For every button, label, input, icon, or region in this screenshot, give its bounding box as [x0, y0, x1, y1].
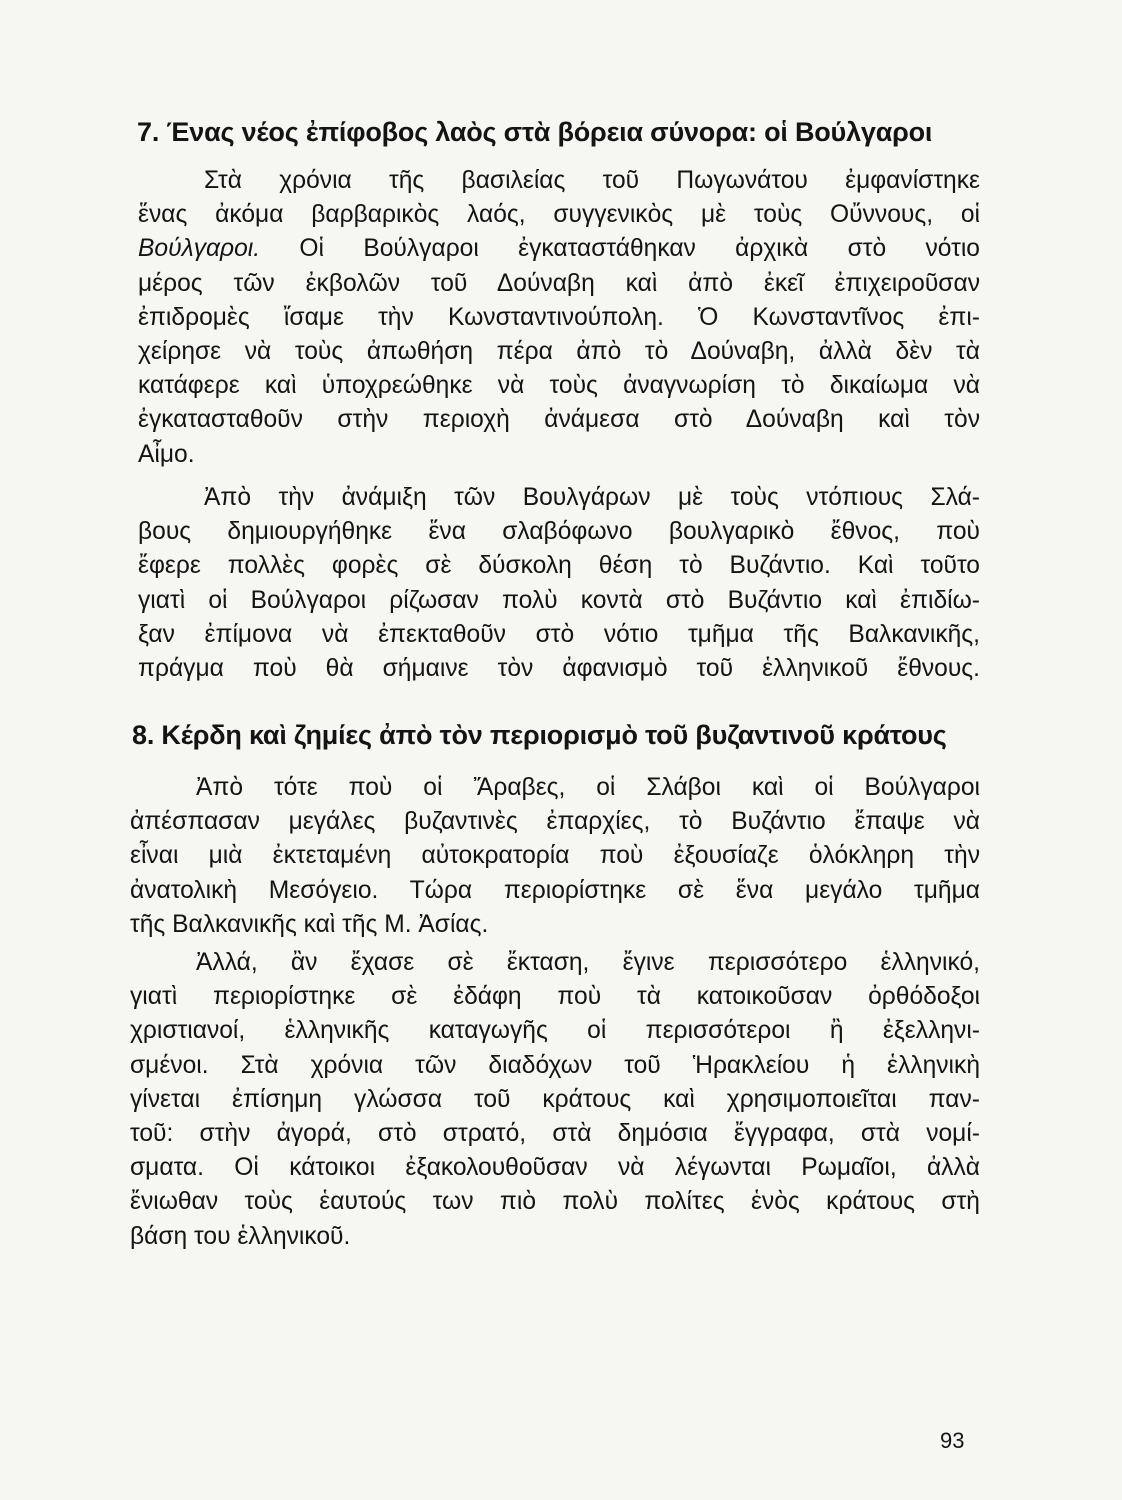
section-7-paragraph-1 — [138, 164, 980, 472]
text-line: Ἀπὸ τὴν ἀνάμιξη τῶν Βουλγάρων μὲ τοὺς ντόπιους Σλά- — [204, 484, 980, 511]
section-7-heading: 7. Ένας νέος ἐπίφοβος λαὸς στὰ βόρεια σύνορα: οἱ Βούλγαροι — [137, 117, 933, 147]
text-line: χείρησε νὰ τοὺς ἀπωθήση πέρα ἀπὸ τὸ Δούναβη, ἀλλὰ δὲν τὰ — [138, 338, 980, 366]
page-number: 93 — [940, 1428, 965, 1453]
text-line: ἕνας ἀκόμα βαρβαρικὸς λαός, συγγενικὸς μὲ τοὺς Οὔννους, οἱ — [138, 201, 980, 229]
text-line: κατάφερε καὶ ὑποχρεώθηκε νὰ τοὺς ἀναγνωρίση τὸ δικαίωμα νὰ — [138, 372, 980, 400]
text-line: εἶναι μιὰ ἐκτεταμένη αὐτοκρατορία ποὺ ἐξουσίαζε ὁλόκληρη τὴν — [130, 842, 980, 870]
section-8-paragraph-1 — [130, 771, 980, 942]
text-line: ξαν ἐπίμονα νὰ ἐπεκταθοῦν στὸ νότιο τμῆμα τῆς Βαλκανικῆς, — [138, 620, 980, 648]
text-line: Στὰ χρόνια τῆς βασιλείας τοῦ Πωγωνάτου ἐμφανίστηκε — [204, 167, 980, 194]
section-7-paragraph-2 — [138, 481, 980, 686]
text-line: πράγμα ποὺ θὰ σήμαινε τὸν ἀφανισμὸ τοῦ ἑλληνικοῦ ἔθνους. — [138, 655, 980, 683]
text-line — [138, 232, 980, 266]
text-line: ἔνιωθαν τοὺς ἑαυτούς των πιὸ πολὺ πολίτες ἑνὸς κράτους στὴ — [130, 1188, 980, 1216]
text-line: γιατὶ οἱ Βούλγαροι ρίζωσαν πολὺ κοντὰ στὸ Βυζάντιο καὶ ἐπιδίω- — [138, 586, 980, 614]
text-line: ἔφερε πολλὲς φορὲς σὲ δύσκολη θέση τὸ Βυζάντιο. Καὶ τοῦτο — [138, 552, 980, 580]
section-8-heading: 8. Κέρδη καὶ ζημίες ἀπὸ τὸν περιορισμὸ τοῦ βυζαντινοῦ κράτους — [132, 720, 947, 750]
text-line: Ἀλλά, ἂν ἔχασε σὲ ἔκταση, ἔγινε περισσότερο ἑλληνικό, — [196, 949, 980, 976]
italic-term: Βούλγαροι. — [138, 235, 261, 263]
text-line: μέρος τῶν ἐκβολῶν τοῦ Δούναβη καὶ ἀπὸ ἐκεῖ ἐπιχειροῦσαν — [138, 269, 980, 297]
text-line: βους δημιουργήθηκε ἕνα σλαβόφωνο βουλγαρικὸ ἔθνος, ποὺ — [138, 518, 980, 546]
text-line: τοῦ: στὴν ἀγορά, στὸ στρατό, στὰ δημόσια ἔγγραφα, στὰ νομί- — [130, 1120, 980, 1148]
text-line: σμένοι. Στὰ χρόνια τῶν διαδόχων τοῦ Ἡρακλείου ἡ ἑλληνικὴ — [130, 1051, 980, 1079]
text-line: γιατὶ περιορίστηκε σὲ ἐδάφη ποὺ τὰ κατοικοῦσαν ὀρθόδοξοι — [130, 983, 980, 1011]
text-line: ἐγκατασταθοῦν στὴν περιοχὴ ἀνάμεσα στὸ Δούναβη καὶ τὸν — [138, 406, 980, 434]
text-line: Αἶμο. — [138, 440, 195, 468]
text-line: Ἀπὸ τότε ποὺ οἱ Ἄραβες, οἱ Σλάβοι καὶ οἱ Βούλγαροι — [196, 774, 980, 801]
text-line: ἀνατολικὴ Μεσόγειο. Τώρα περιορίστηκε σὲ ἕνα μεγάλο τμῆμα — [130, 876, 980, 904]
text-line: τῆς Βαλκανικῆς καὶ τῆς Μ. Ἀσίας. — [130, 910, 489, 938]
text-line: σματα. Οἱ κάτοικοι ἐξακολουθοῦσαν νὰ λέγωνται Ρωμαῖοι, ἀλλὰ — [130, 1154, 980, 1182]
text-line: ἐπιδρομὲς ἴσαμε τὴν Κωνσταντινούπολη. Ὁ Κωνσταντῖνος ἐπι- — [138, 303, 980, 331]
section-8-paragraph-2 — [130, 946, 980, 1254]
text-line: βάση του ἑλληνικοῦ. — [130, 1222, 351, 1250]
text-line: χριστιανοί, ἑλληνικῆς καταγωγῆς οἱ περισσότεροι ἢ ἐξελληνι- — [130, 1017, 980, 1045]
text-line: ἀπέσπασαν μεγάλες βυζαντινὲς ἐπαρχίες, τὸ Βυζάντιο ἔπαψε νὰ — [130, 808, 980, 836]
text-fragment: Οἱ Βούλγαροι ἐγκαταστάθηκαν ἀρχικὰ στὸ νότιο — [260, 235, 980, 263]
text-line: γίνεται ἐπίσημη γλώσσα τοῦ κράτους καὶ χρησιμοποιεῖται παν- — [130, 1085, 980, 1113]
